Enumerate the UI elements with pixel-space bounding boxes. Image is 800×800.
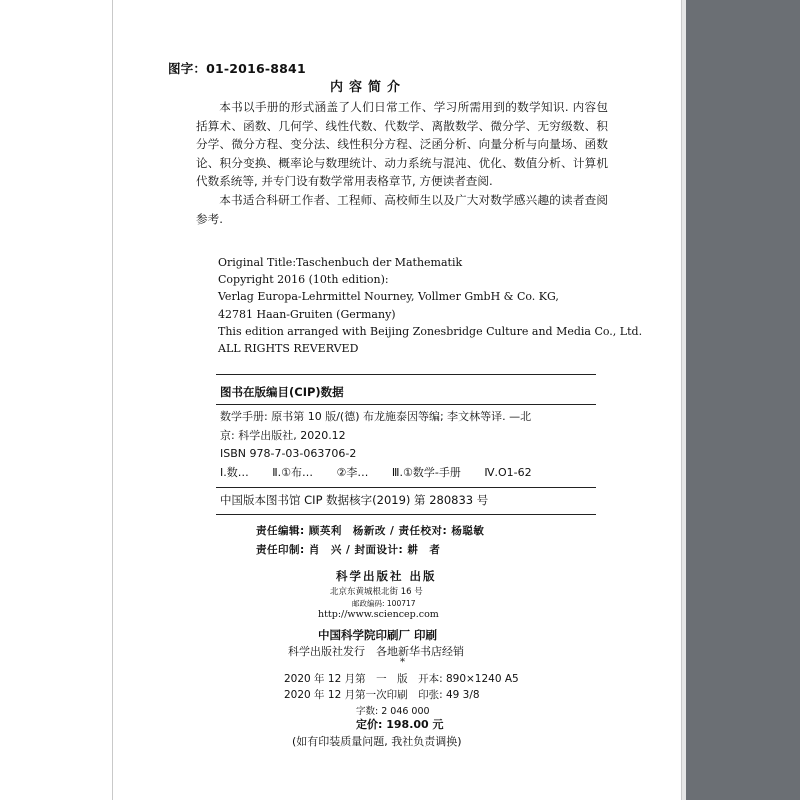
- section-title: 内容简介: [330, 80, 407, 95]
- copyright-line: Copyright 2016 (10th edition):: [218, 273, 389, 287]
- cip-body: [216, 405, 596, 482]
- summary-paragraph: 本书以手册的形式涵盖了人们日常工作、学习所需用到的数学知识. 内容包括算术、函数、几何学、线性代数、代数学、离散数学、微分学、无穷级数、积分学、微分方程、变分法、线性积分方程、泛函分析、向量分析与向量场、函数论、积分变换、概率论与数理统计、动力系统与混沌、优化、数值分析、计算机代数系统等, 并专门设有数学常用表格章节, 方便读者查阅.: [196, 100, 608, 189]
- credits-line: 责任编辑: 顾英利 杨新改 / 责任校对: 杨聪敏: [256, 525, 485, 537]
- price: 定价: 198.00 元: [356, 718, 444, 731]
- publisher-zip: 邮政编码: 100717: [352, 599, 416, 608]
- copyright-line: 42781 Haan-Gruiten (Germany): [218, 307, 396, 321]
- credits-line: 责任印制: 肖 兴 / 封面设计: 耕 者: [256, 544, 441, 556]
- cip-class-item: Ⅳ.O1-62: [484, 465, 532, 479]
- publisher-address: 北京东黄城根北街 16 号: [330, 587, 423, 597]
- cip-classification: [220, 464, 596, 483]
- copyright-block: [218, 254, 643, 357]
- cip-isbn: ISBN 978-7-03-063706-2: [220, 447, 357, 460]
- printer-name: 中国科学院印刷厂 印刷: [318, 628, 438, 642]
- cip-class-item: Ⅲ.①数学-手册: [391, 465, 461, 479]
- edition-line: 2020 年 12 月第一次印刷 印张: 49 3/8: [284, 689, 480, 701]
- summary-paragraph: 本书适合科研工作者、工程师、高校师生以及广大对数学感兴趣的读者查阅参考.: [196, 192, 608, 226]
- cip-line: 京: 科学出版社, 2020.12: [220, 428, 346, 442]
- copyright-line: This edition arranged with Beijing Zonesbridge Culture and Media Co., Ltd.: [218, 324, 643, 338]
- edition-block: [284, 671, 519, 703]
- separator-star: *: [400, 657, 405, 668]
- publisher-url: http://www.sciencep.com: [318, 609, 439, 620]
- summary-block: [196, 98, 608, 228]
- cip-class-item: Ⅰ.数…: [220, 465, 249, 479]
- credits-block: [256, 522, 484, 560]
- viewer-background: [686, 0, 800, 800]
- registration-number: 图字：01-2016-8841: [168, 61, 306, 76]
- cip-box: [216, 374, 596, 515]
- distributor-line: 科学出版社发行 各地新华书店经销: [288, 645, 464, 658]
- publisher-name: 科学出版社 出版: [336, 569, 437, 583]
- copyright-line: Original Title:Taschenbuch der Mathematik: [218, 256, 463, 269]
- cip-library-number: 中国版本图书馆 CIP 数据核字(2019) 第 280833 号: [220, 493, 489, 507]
- copyright-line: ALL RIGHTS REVERVED: [218, 342, 359, 356]
- copyright-line: Verlag Europa-Lehrmittel Nourney, Vollmer GmbH & Co. KG,: [218, 290, 559, 304]
- cip-line: 数学手册: 原书第 10 版/(德) 布龙施泰因等编; 李文林等译. —北: [220, 410, 532, 423]
- cip-class-item: Ⅱ.①布…: [272, 465, 314, 479]
- cip-class-item: ②李…: [336, 465, 369, 479]
- cip-title: 图书在版编目(CIP)数据: [220, 385, 344, 399]
- word-count: 字数: 2 046 000: [356, 706, 430, 717]
- quality-notice: (如有印装质量问题, 我社负责调换): [292, 735, 462, 748]
- edition-line: 2020 年 12 月第 一 版 开本: 890×1240 A5: [284, 673, 519, 685]
